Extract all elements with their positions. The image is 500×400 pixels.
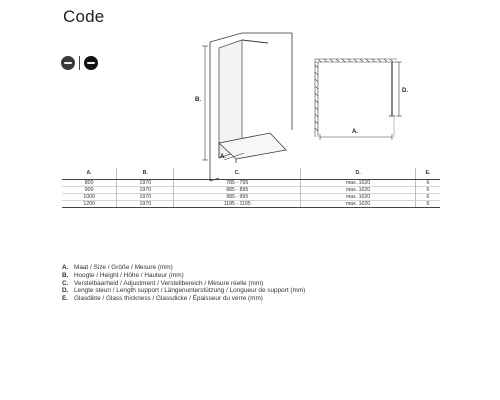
- table-row: [62, 201, 440, 208]
- table-header-row: [62, 168, 440, 180]
- legend-text: Glasdikte / Glass thickness / Glassdicke / Épaisseur du verre (mm): [74, 295, 263, 303]
- legend-item: [62, 280, 305, 288]
- dimension-b-label: B.: [195, 97, 201, 103]
- table-cell: 785 - 795: [174, 180, 301, 187]
- table-cell: 1970: [117, 201, 174, 208]
- dimensions-table: [62, 168, 440, 208]
- table-cell: max. 1020: [301, 180, 416, 187]
- dimension-a-label: A.: [220, 154, 226, 160]
- column-header: E.: [415, 168, 440, 180]
- legend-text: Verstelbaarheid / Adjustment / Verstellbereich / Mesure réelle (mm): [74, 279, 264, 287]
- legend-text: Lengte steun / Length support / Längenunterstützung / Longueur de support (mm): [74, 287, 306, 295]
- table-cell: max. 1020: [301, 187, 416, 194]
- legend-item: [62, 295, 305, 303]
- legend-key: B.: [62, 271, 69, 279]
- table-cell: max. 1020: [301, 194, 416, 201]
- table-cell: 1970: [117, 194, 174, 201]
- table-cell: 900: [62, 187, 117, 194]
- legend-item: [62, 264, 305, 272]
- table-cell: 6: [415, 187, 440, 194]
- table-cell: 6: [415, 194, 440, 201]
- legend-item: [62, 272, 305, 280]
- table-cell: 1970: [117, 187, 174, 194]
- support-arm: [242, 40, 268, 43]
- perspective-view: [202, 33, 292, 181]
- plan-dimension-d-label: D.: [402, 88, 408, 94]
- legend-key: D.: [62, 287, 69, 295]
- table-row: [62, 180, 440, 187]
- table-cell: 1000: [62, 194, 117, 201]
- table-cell: 1185 - 1195: [174, 201, 301, 208]
- table-row: [62, 194, 440, 201]
- legend-key: A.: [62, 264, 69, 271]
- table-row: [62, 187, 440, 194]
- legend-text: Hoogte / Height / Höhe / Hauteur (mm): [74, 271, 184, 279]
- plan-dimension-a-label: A.: [352, 129, 358, 135]
- page-title: Code: [63, 7, 105, 26]
- column-header: B.: [117, 168, 174, 180]
- table-cell: max. 1020: [301, 201, 416, 208]
- dimension-legend: [62, 264, 305, 303]
- table-cell: 6: [415, 180, 440, 187]
- table-cell: 885 - 895: [174, 187, 301, 194]
- legend-text: Maat / Size / Größe / Mesure (mm): [74, 264, 173, 271]
- legend-key: C.: [62, 279, 69, 287]
- wall-hatch: [315, 59, 397, 137]
- table-cell: 6: [415, 201, 440, 208]
- legend-key: E.: [62, 295, 69, 303]
- table-cell: 800: [62, 180, 117, 187]
- table-cell: 1970: [117, 180, 174, 187]
- table-cell: 1200: [62, 201, 117, 208]
- table-cell: 985 - 995: [174, 194, 301, 201]
- column-header: A.: [62, 168, 117, 180]
- column-header: D.: [301, 168, 416, 180]
- column-header: C.: [174, 168, 301, 180]
- plan-view: [315, 59, 402, 140]
